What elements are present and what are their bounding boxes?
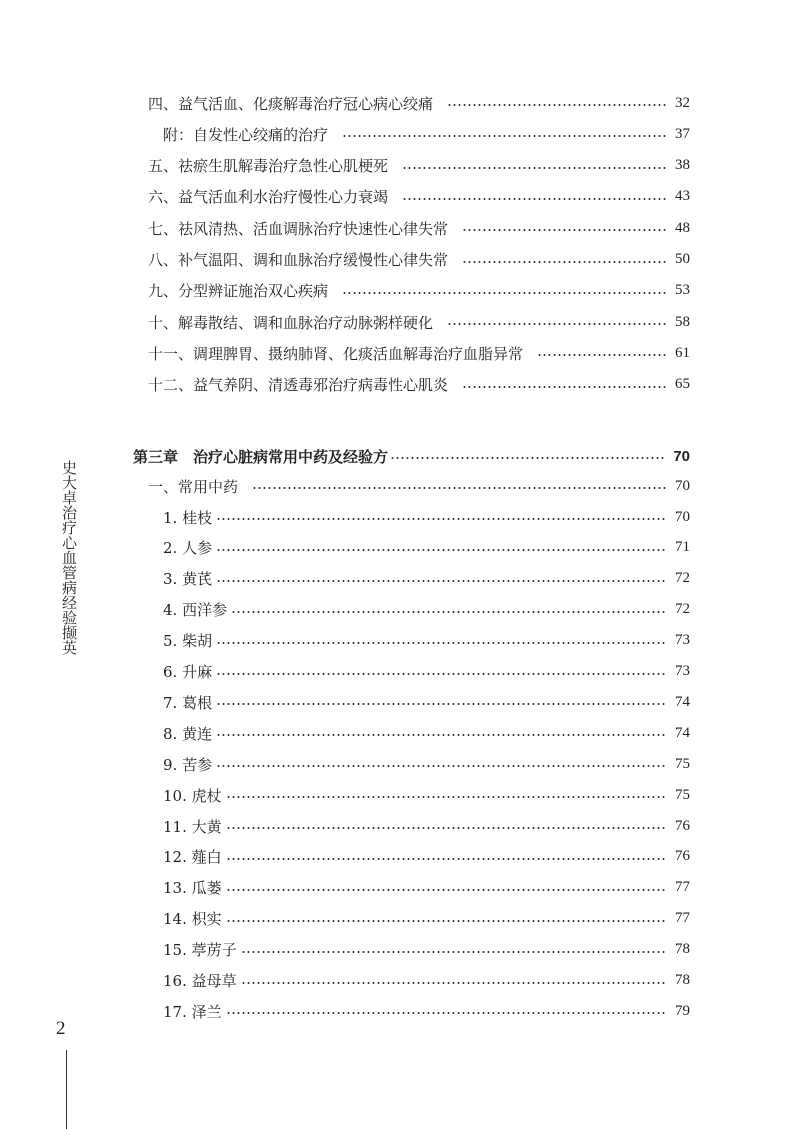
toc-entry[interactable]	[163, 970, 690, 992]
toc-entry[interactable]	[163, 815, 690, 837]
toc-entry[interactable]	[163, 846, 690, 868]
dot-leader	[462, 229, 666, 231]
toc-entry-title: 13. 瓜蒌	[163, 879, 222, 898]
dot-leader	[226, 889, 666, 891]
toc-entry-page: 75	[675, 755, 690, 772]
toc-entry-title: 3. 黄芪	[163, 570, 213, 589]
toc-entry-page: 70	[675, 477, 690, 494]
toc-entry[interactable]	[163, 784, 690, 806]
toc-entry-page: 53	[675, 282, 690, 299]
toc-entry[interactable]	[148, 311, 690, 333]
toc-entry-page: 58	[675, 313, 690, 330]
toc-entry-title: 第三章 治疗心脏病常用中药及经验方	[133, 447, 389, 466]
toc-entry-title: 五、祛瘀生肌解毒治疗急性心肌梗死	[148, 157, 389, 176]
toc-entry-title: 1. 桂枝	[163, 508, 213, 527]
dot-leader	[342, 135, 666, 137]
toc-entry-page: 73	[675, 632, 690, 649]
toc-entry[interactable]	[163, 753, 690, 775]
toc-entry-page: 48	[675, 219, 690, 236]
toc-entry-title: 7. 葛根	[163, 693, 213, 712]
dot-leader	[216, 734, 666, 736]
toc-entry[interactable]	[163, 877, 690, 899]
toc-entry-title: 2. 人参	[163, 539, 213, 558]
toc-entry-title: 十、解毒散结、调和血脉治疗动脉粥样硬化	[148, 313, 434, 332]
toc-section-entry[interactable]	[148, 475, 690, 497]
dot-leader	[216, 642, 666, 644]
dot-leader	[447, 323, 666, 325]
toc-entry-page: 78	[675, 972, 690, 988]
dot-leader	[252, 487, 666, 489]
dot-leader	[342, 292, 666, 294]
toc-entry-page: 76	[675, 817, 690, 834]
toc-entry-page: 76	[675, 848, 690, 865]
dot-leader	[216, 673, 666, 675]
dot-leader	[390, 457, 665, 459]
dot-leader	[402, 198, 666, 200]
toc-entry-title: 15. 葶苈子	[163, 941, 237, 960]
toc-entry-page: 75	[675, 786, 690, 803]
dot-leader	[216, 549, 666, 551]
toc-entry-page: 43	[675, 188, 690, 205]
toc-entry[interactable]	[148, 342, 690, 364]
toc-entry[interactable]	[163, 722, 690, 744]
toc-entry[interactable]	[163, 599, 690, 621]
toc-entry[interactable]	[163, 908, 690, 930]
toc-entry-page: 61	[675, 344, 690, 361]
dot-leader	[226, 796, 666, 798]
toc-entry-page: 79	[675, 1002, 690, 1019]
dot-leader	[462, 386, 666, 388]
toc-entry-page: 72	[675, 601, 690, 618]
toc-entry-title: 17. 泽兰	[163, 1002, 222, 1021]
toc-entry-page: 70	[673, 447, 690, 465]
toc-entry[interactable]	[163, 537, 690, 559]
toc-entry[interactable]	[148, 92, 690, 114]
toc-entry-page: 65	[675, 376, 690, 393]
toc-entry[interactable]	[163, 630, 690, 652]
toc-entry-title: 4. 西洋参	[163, 601, 228, 620]
dot-leader	[241, 951, 666, 953]
dot-leader	[226, 920, 666, 922]
toc-entry[interactable]	[148, 155, 690, 177]
toc-entry-title: 九、分型辨证施治双心疾病	[148, 282, 329, 301]
dot-leader	[231, 611, 666, 613]
toc-entry[interactable]	[163, 1000, 690, 1022]
toc-entry-title: 8. 黄连	[163, 724, 213, 743]
toc-entry-page: 32	[675, 94, 690, 111]
toc-entry-title: 5. 柴胡	[163, 632, 213, 651]
toc-entry[interactable]	[163, 661, 690, 683]
toc-entry-title: 十二、益气养阴、清透毒邪治疗病毒性心肌炎	[148, 376, 449, 395]
toc-entry-page: 70	[675, 508, 690, 525]
toc-entry-page: 71	[675, 539, 690, 556]
margin-rule	[66, 1050, 67, 1129]
toc-entry-page: 50	[675, 251, 690, 267]
toc-entry-page: 73	[675, 663, 690, 679]
toc-entry-page: 74	[675, 693, 690, 710]
toc-entry[interactable]	[148, 374, 690, 396]
toc-entry[interactable]	[163, 939, 690, 961]
toc-entry-page: 72	[675, 570, 690, 587]
dot-leader	[226, 858, 666, 860]
dot-leader	[241, 982, 666, 984]
toc-entry-page: 77	[675, 910, 690, 927]
toc-entry-title: 附：自发性心绞痛的治疗	[163, 125, 329, 144]
toc-entry[interactable]	[163, 691, 690, 713]
toc-entry-page: 37	[675, 125, 690, 142]
dot-leader	[537, 354, 666, 356]
toc-entry-title: 12. 薤白	[163, 848, 222, 867]
toc-entry[interactable]	[163, 568, 690, 590]
toc-entry-page: 77	[675, 879, 690, 896]
dot-leader	[402, 167, 666, 169]
dot-leader	[226, 1012, 666, 1014]
toc-entry-title: 10. 虎杖	[163, 786, 222, 805]
toc-entry[interactable]	[163, 123, 690, 145]
dot-leader	[462, 261, 666, 263]
toc-entry-page: 38	[675, 157, 690, 174]
toc-entry-title: 十一、调理脾胃、摄纳肺肾、化痰活血解毒治疗血脂异常	[148, 344, 524, 363]
toc-entry-title: 9. 苦参	[163, 755, 213, 774]
toc-entry[interactable]	[148, 280, 690, 302]
running-title: 史大卓治疗心血管病经验撷英	[60, 460, 78, 655]
toc-chapter-entry[interactable]	[133, 445, 690, 467]
toc-entry-title: 16. 益母草	[163, 972, 237, 990]
toc-entry-page: 78	[675, 941, 690, 958]
toc-entry-title: 四、益气活血、化痰解毒治疗冠心病心绞痛	[148, 94, 434, 113]
dot-leader	[216, 580, 666, 582]
toc-entry-title: 七、祛风清热、活血调脉治疗快速性心律失常	[148, 219, 449, 238]
toc-entry-page: 74	[675, 724, 690, 741]
toc-entry-title: 八、补气温阳、调和血脉治疗缓慢性心律失常	[148, 251, 449, 269]
toc-entry-title: 一、常用中药	[148, 477, 239, 496]
toc-entry-title: 6. 升麻	[163, 663, 213, 681]
dot-leader	[226, 827, 666, 829]
toc-entry-title: 11. 大黄	[163, 817, 222, 836]
dot-leader	[216, 765, 666, 767]
toc-entry-title: 14. 枳实	[163, 910, 222, 929]
toc-entry[interactable]	[148, 217, 690, 239]
toc-entry[interactable]	[163, 506, 690, 528]
dot-leader	[216, 703, 666, 705]
toc-entry-title: 六、益气活血利水治疗慢性心力衰竭	[148, 188, 389, 207]
dot-leader	[216, 518, 666, 520]
toc-entry[interactable]	[148, 249, 690, 271]
toc-entry[interactable]	[148, 186, 690, 208]
page-number: 2	[56, 1018, 66, 1039]
dot-leader	[447, 104, 666, 106]
